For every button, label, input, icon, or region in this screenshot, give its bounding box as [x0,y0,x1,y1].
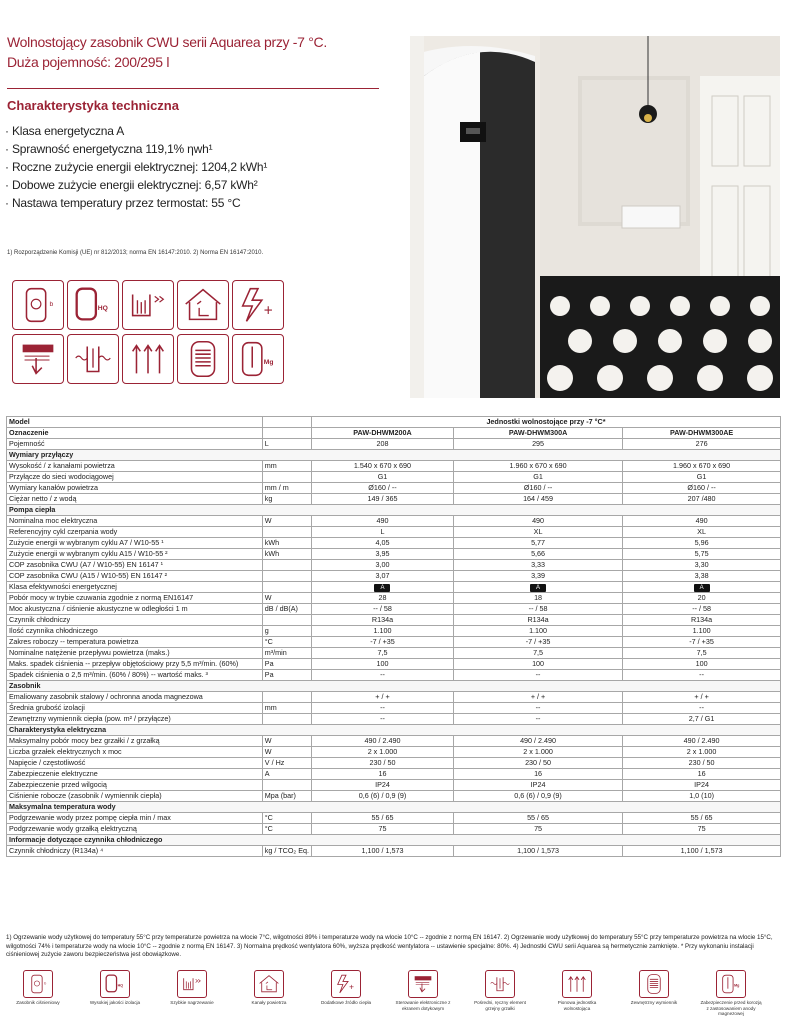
group-label: Zasobnik [7,681,781,692]
row-label: Liczba grzałek elektrycznych x moc [7,747,263,758]
row-label: Wysokość / z kanałami powietrza [7,461,263,472]
row-unit: m³/min [262,648,311,659]
coil-tank-icon [639,970,669,998]
row-value: 1,100 / 1,573 [312,846,454,857]
row-unit: L [262,439,311,450]
row-value: 100 [312,659,454,670]
row-value: -- / 58 [312,604,454,615]
bathroom-scene-image [410,36,780,398]
row-value: -7 / +35 [312,637,454,648]
row-label: Zabezpieczenie przed wilgocią [7,780,263,791]
row-label: Napięcie / częstotliwość [7,758,263,769]
row-value: 18 [453,593,622,604]
row-label: Wymiary kanałów powietrza [7,483,263,494]
row-label: Podgrzewanie wody grzałką elektryczną [7,824,263,835]
row-value: 3,33 [453,560,622,571]
table-row [7,626,781,637]
row-value: -- [623,703,781,714]
row-label: Klasa efektywności energetycznej [7,582,263,593]
table-row [7,472,781,483]
row-label: Zewnętrzny wymiennik ciepła (pow. m² / przyłącze) [7,714,263,725]
row-value: R134a [312,615,454,626]
svg-text:Mg: Mg [263,358,274,366]
row-unit: kg [262,494,311,505]
row-value: 1.540 x 670 x 690 [312,461,454,472]
anode-mg-icon [232,334,284,384]
spec-item: · Roczne zużycie energii elektrycznej: 1204,2 kWh¹ [5,158,267,176]
row-value: R134a [623,615,781,626]
control-panel-icon [408,970,438,998]
row-unit: Pa [262,659,311,670]
svg-text:HQ: HQ [97,304,108,312]
row-unit: kWh [262,538,311,549]
table-row [7,637,781,648]
row-value: G1 [453,472,622,483]
row-unit: Mpa (bar) [262,791,311,802]
legend-item [160,970,224,1006]
group-label: Informacje dotyczące czynnika chłodniczego [7,835,781,846]
row-unit [262,582,311,593]
spec-item: · Klasa energetyczna A [5,122,267,140]
table-row [7,483,781,494]
row-value: IP24 [623,780,781,791]
lightning-heat-icon [122,280,174,330]
row-label: Pobór mocy w trybie czuwania zgodnie z normą EN16147 [7,593,263,604]
row-value: 0,6 (6) / 0,9 (9) [453,791,622,802]
table-row [7,593,781,604]
row-value: 28 [312,593,454,604]
row-label: Czynnik chłodniczy (R134a) ⁴ [7,846,263,857]
legend-item [237,970,301,1006]
spec-table [6,416,781,857]
legend-caption: Sterowanie elektroniczne z ekranem dotykowym [395,1000,451,1011]
row-label: Referencyjny cykl czerpania wody [7,527,263,538]
table-row [7,791,781,802]
row-value: 208 [312,439,454,450]
row-value: 1,100 / 1,573 [623,846,781,857]
legend-item [314,970,378,1006]
table-row [7,758,781,769]
row-value: 490 / 2.490 [453,736,622,747]
table-footnotes: 1) Ogrzewanie wody użytkowej do temperatury 55°C przy temperaturze powietrza na wlocie 7°C, wilgotności 89% i temperaturze wody na wlocie 10°C -- zgodnie z normą EN 16147. 2) Ogrzewanie wody użytkowej do temperatury 55°C przy temperaturze powietrza na wlocie 15°C, wilgotności 74% i temperaturze wody na wlocie 10°C -- zgodnie z normą EN 16147. 3) Normalna prędkość wentylatora 60%, wyższa prędkość wentylatora -- ustawienie specjalne: 80%. 4) Jednostki CWU serii Aquarea są hermetycznie zamknięte. * Przy wykonaniu instalacji ciśnieniowej zużycie zaworu bezpieczeństwa jest obowiązkowe. [6,934,773,958]
row-value: 3,38 [623,571,781,582]
section-title: Charakterystyka techniczna [7,98,179,113]
row-label: Nominalne natężenie przepływu powietrza (maks.) [7,648,263,659]
table-row [7,494,781,505]
row-unit: W [262,747,311,758]
row-unit: mm [262,461,311,472]
row-value: 230 / 50 [312,758,454,769]
spec-item: · Dobowe zużycie energii elektrycznej: 6,57 kWh² [5,176,267,194]
title-divider [7,88,379,89]
row-label: Ciśnienie robocze (zasobnik / wymiennik ciepła) [7,791,263,802]
row-label: Ciężar netto / z wodą [7,494,263,505]
row-value: 295 [453,439,622,450]
row-value: 55 / 65 [623,813,781,824]
legend-item [391,970,455,1011]
row-label: Emaliowany zasobnik stalowy / ochronna anoda magnezowa [7,692,263,703]
row-value: -- [312,703,454,714]
table-group-row [7,681,781,692]
row-value: + / + [312,692,454,703]
tank-icon [23,970,53,998]
svg-text:Mg: Mg [734,983,740,988]
legend-item [468,970,532,1011]
row-unit [262,527,311,538]
table-row [7,824,781,835]
row-value: XL [623,527,781,538]
row-value: -- / 58 [453,604,622,615]
svg-text:+: + [263,302,273,320]
arrows-up-icon [562,970,592,998]
table-row [7,813,781,824]
row-value: 230 / 50 [453,758,622,769]
group-label: Charakterystyka elektryczna [7,725,781,736]
row-value: 1.100 [453,626,622,637]
table-row [7,516,781,527]
table-group-row [7,725,781,736]
table-row [7,582,781,593]
table-row [7,846,781,857]
row-value: -7 / +35 [623,637,781,648]
row-unit: W [262,516,311,527]
row-unit: W [262,736,311,747]
coil-tank-icon [177,334,229,384]
legend-item [83,970,147,1006]
row-unit: °C [262,637,311,648]
row-label: COP zasobnika CWU (A15 / W10-55) EN 16147 ² [7,571,263,582]
row-value: 490 [312,516,454,527]
row-label: Maksymalny pobór mocy bez grzałki / z grzałką [7,736,263,747]
row-unit [262,714,311,725]
legend-caption: Kanały powietrza [251,1000,287,1005]
table-row [7,769,781,780]
row-label: Zużycie energii w wybranym cyklu A15 / W10-55 ² [7,549,263,560]
group-label: Pompa ciepła [7,505,781,516]
table-group-row [7,450,781,461]
row-value: 164 / 459 [453,494,622,505]
spec-item: · Sprawność energetyczna 119,1% ηwh¹ [5,140,267,158]
row-value: 5,66 [453,549,622,560]
row-value: 16 [312,769,454,780]
row-label: Pojemność [7,439,263,450]
row-value: 2 x 1.000 [312,747,454,758]
legend-caption: Zasobnik ciśnieniowy [16,1000,60,1005]
row-value: 490 / 2.490 [623,736,781,747]
row-value: 100 [623,659,781,670]
row-value: 7,5 [623,648,781,659]
row-label: Zakres roboczy -- temperatura powietrza [7,637,263,648]
energy-class-badge: A [374,584,390,592]
row-unit: W [262,593,311,604]
tank-hq-icon [100,970,130,998]
icon-legend [6,970,781,1024]
page-title [7,32,387,72]
row-value: 16 [453,769,622,780]
row-unit [262,780,311,791]
row-value: 2 x 1.000 [453,747,622,758]
row-value: R134a [453,615,622,626]
row-value: Ø160 / -- [623,483,781,494]
row-value: 55 / 65 [312,813,454,824]
model-name: PAW-DHWM300A [453,428,622,439]
row-value: 1.100 [312,626,454,637]
table-group-row [7,802,781,813]
row-value: IP24 [453,780,622,791]
row-value: 5,75 [623,549,781,560]
row-value: Ø160 / -- [312,483,454,494]
row-unit [262,571,311,582]
legend-caption: Szybkie nagrzewanie [170,1000,214,1005]
table-row [7,780,781,791]
table-row [7,736,781,747]
row-value: + / + [623,692,781,703]
row-value: -- [453,714,622,725]
row-unit: kWh [262,549,311,560]
row-value: 7,5 [453,648,622,659]
row-value: 75 [623,824,781,835]
row-unit: Pa [262,670,311,681]
row-unit: A [262,769,311,780]
heater-element-icon [67,334,119,384]
row-value: 75 [453,824,622,835]
spec-footnote: 1) Rozporządzenie Komisji (UE) nr 812/2013; norma EN 16147:2010. 2) Norma EN 16147:2010. [7,250,264,256]
row-value: + / + [453,692,622,703]
row-value: 16 [623,769,781,780]
legend-caption: Wysokiej jakości izolacja [89,1000,141,1005]
row-label: Podgrzewanie wody przez pompę ciepła min / max [7,813,263,824]
table-row [7,560,781,571]
row-unit [262,692,311,703]
lightning-heat-icon [177,970,207,998]
row-label: Ilość czynnika chłodniczego [7,626,263,637]
row-value: -- [312,714,454,725]
row-unit [262,560,311,571]
row-value: 207 /480 [623,494,781,505]
row-value: 100 [453,659,622,670]
row-value: 2,7 / G1 [623,714,781,725]
legend-caption: Pośredni, ręczny element grzejny grzałki [474,1000,526,1011]
table-row [7,703,781,714]
spec-item: · Nastawa temperatury przez termostat: 55 °C [5,194,267,212]
table-row [7,538,781,549]
row-label: Przyłącze do sieci wodociągowej [7,472,263,483]
row-value: -- [623,670,781,681]
table-row [7,659,781,670]
row-value: 5,77 [453,538,622,549]
row-value: 230 / 50 [623,758,781,769]
row-unit: °C [262,824,311,835]
row-value: 1.960 x 670 x 690 [453,461,622,472]
table-row [7,527,781,538]
control-panel-icon [12,334,64,384]
row-value: 3,30 [623,560,781,571]
table-row [7,439,781,450]
table-group-row [7,835,781,846]
row-value: -- / 58 [623,604,781,615]
row-unit: g [262,626,311,637]
spec-list [5,122,267,212]
row-value [453,582,622,593]
table-header-model: Model [7,417,263,428]
row-value: 2 x 1.000 [623,747,781,758]
row-value: XL [453,527,622,538]
anode-mg-icon [716,970,746,998]
row-value: G1 [312,472,454,483]
table-row [7,604,781,615]
house-icon [177,280,229,330]
arrows-up-icon [122,334,174,384]
row-label: Zabezpieczenie elektryczne [7,769,263,780]
energy-class-badge: A [530,584,546,592]
energy-class-badge: A [694,584,710,592]
row-value: 1,0 (10) [623,791,781,802]
row-value [623,582,781,593]
group-label: Wymiary przyłączy [7,450,781,461]
row-value: 149 / 365 [312,494,454,505]
row-value [312,582,454,593]
row-value: 7,5 [312,648,454,659]
legend-caption: Zewnętrzny wymiennik [630,1000,678,1005]
table-row [7,648,781,659]
row-value: 75 [312,824,454,835]
svg-text:b: b [44,981,47,986]
row-value: 3,00 [312,560,454,571]
table-row [7,461,781,472]
row-value: 490 [453,516,622,527]
table-row [7,692,781,703]
table-row [7,615,781,626]
model-name: PAW-DHWM200A [312,428,454,439]
row-label: Czynnik chłodniczy [7,615,263,626]
row-label: Nominalna moc elektryczna [7,516,263,527]
table-row [7,670,781,681]
legend-item [6,970,70,1006]
row-label: Maks. spadek ciśnienia -- przepływ objętościowy przy 5,5 m³/min. (60%) [7,659,263,670]
row-unit: dB / dB(A) [262,604,311,615]
table-group-row [7,505,781,516]
row-label: COP zasobnika CWU (A7 / W10-55) EN 16147 ¹ [7,560,263,571]
row-value: 490 / 2.490 [312,736,454,747]
legend-item [622,970,686,1006]
legend-caption: Zabezpieczenie przed korozją z zastosowaniem anody magnezowej [700,1000,762,1016]
row-value: IP24 [312,780,454,791]
row-value: -7 / +35 [453,637,622,648]
legend-caption: Pionowa jednostka wolnostojąca [557,1000,597,1011]
row-unit: mm / m [262,483,311,494]
row-unit: kg / TCO₂ Eq. [262,846,311,857]
row-unit: °C [262,813,311,824]
row-value: 3,95 [312,549,454,560]
tank-hq-icon [67,280,119,330]
row-label: Spadek ciśnienia o 2,5 m³/min. (60% / 80%) -- wartość maks. ³ [7,670,263,681]
row-value: 1.100 [623,626,781,637]
tank-icon [12,280,64,330]
row-value: 276 [623,439,781,450]
title-line-1: Wolnostojący zasobnik CWU serii Aquarea przy -7 °C. [7,34,327,50]
bolt-plus-icon [331,970,361,998]
title-line-2: Duża pojemność: 200/295 l [7,54,170,70]
row-value: 490 [623,516,781,527]
row-value: 1.960 x 670 x 690 [623,461,781,472]
table-header-row [7,417,781,428]
row-value: 5,96 [623,538,781,549]
house-icon [254,970,284,998]
row-value: 3,39 [453,571,622,582]
row-value: Ø160 / -- [453,483,622,494]
row-label: Moc akustyczna / ciśnienie akustyczne w odległości 1 m [7,604,263,615]
row-value: 3,07 [312,571,454,582]
table-designation-label: Oznaczenie [7,428,263,439]
row-value: 20 [623,593,781,604]
svg-text:HQ: HQ [117,983,124,988]
row-unit [262,615,311,626]
legend-caption: Dodatkowe źródło ciepła [320,1000,372,1005]
row-value: 0,6 (6) / 0,9 (9) [312,791,454,802]
row-unit: V / Hz [262,758,311,769]
table-designation-row [7,428,781,439]
product-photo [410,36,780,398]
row-label: Zużycie energii w wybranym cyklu A7 / W10-55 ¹ [7,538,263,549]
table-row [7,571,781,582]
table-row [7,747,781,758]
table-header-group: Jednostki wolnostojące przy -7 °C* [312,417,781,428]
row-value: -- [453,703,622,714]
bolt-plus-icon [232,280,284,330]
row-value: G1 [623,472,781,483]
table-row [7,549,781,560]
group-label: Maksymalna temperatura wody [7,802,781,813]
row-value: -- [312,670,454,681]
legend-item [699,970,763,1017]
row-value: 55 / 65 [453,813,622,824]
row-value: 4,05 [312,538,454,549]
row-label: Średnia grubość izolacji [7,703,263,714]
legend-item [545,970,609,1011]
table-row [7,714,781,725]
row-unit: mm [262,703,311,714]
row-value: 1,100 / 1,573 [453,846,622,857]
row-value: L [312,527,454,538]
heater-element-icon [485,970,515,998]
svg-text:b: b [49,300,54,308]
model-name: PAW-DHWM300AE [623,428,781,439]
svg-text:+: + [349,981,354,992]
row-value: -- [453,670,622,681]
row-unit [262,472,311,483]
